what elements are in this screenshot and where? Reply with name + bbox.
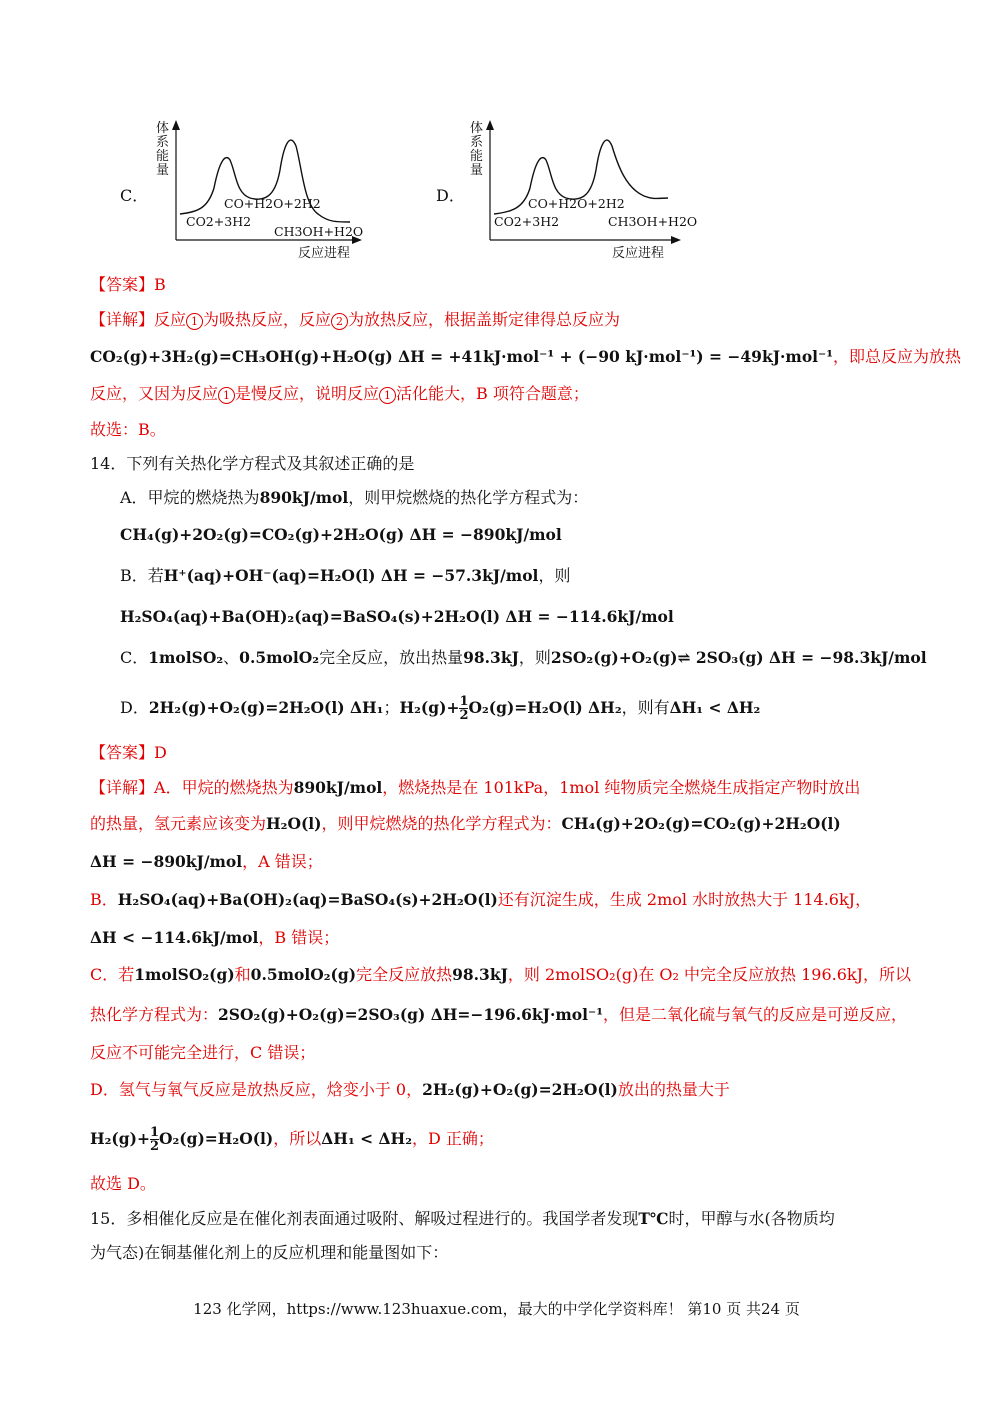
q14-option-c (120, 646, 927, 670)
equation: ΔH = −890kJ/mol (90, 852, 243, 871)
q14-option-a-eq (120, 523, 562, 547)
equation: CO₂(g)+3H₂(g)=CH₃OH(g)+H₂O(g) ΔH = +41kJ·mol⁻¹ + (−90 kJ·mol⁻¹) = −49kJ·mol⁻¹ (90, 347, 834, 366)
products-label-c: CH3OH+H2O (274, 224, 364, 239)
page-footer: 123 化学网，https://www.123huaxue.com，最大的中学化学资料库！ 第10 页 共24 页 (193, 1300, 800, 1318)
equation: H₂(g)+ (90, 1129, 150, 1148)
q13-equation-line (90, 345, 961, 369)
reactants-label-d: CO2+3H2 (494, 214, 560, 229)
answer-value: D (154, 743, 167, 762)
q14-option-b (120, 564, 570, 588)
detail-text: 反应，又因为反应 (90, 384, 219, 403)
q14-detail-c2 (90, 1003, 907, 1027)
reactants-label-c: CO2+3H2 (186, 214, 252, 229)
detail-text: ，D 正确； (411, 1129, 494, 1148)
q13-detail-line3 (90, 382, 589, 406)
detail-text: 和 (234, 965, 251, 984)
axis-x-label-d: 反应进程 (612, 246, 665, 261)
detail-label: 【详解】 (90, 778, 155, 797)
detail-label: 【详解】 (90, 310, 155, 329)
option-text: A．甲烷的燃烧热为 (120, 488, 260, 507)
detail-text: 反应 (154, 310, 187, 329)
q14-detail-a1 (90, 776, 860, 800)
detail-text: ，即总反应为放热 (833, 347, 962, 366)
option-c-diagram (118, 118, 378, 263)
option-text: C． (120, 648, 149, 667)
stem-text: 15．多相催化反应是在催化剂表面通过吸附、解吸过程进行的。我国学者发现 (90, 1209, 639, 1228)
detail-text: ，燃烧热是在 101kPa，1mol 纯物质完全燃烧生成指定产物时放出 (382, 778, 861, 797)
intermediate-label-c: CO+H2O+2H2 (224, 196, 321, 211)
axis-y-label-d: 体系能量 (470, 121, 484, 178)
equation: O₂(g)=H₂O(l) (158, 1129, 274, 1148)
value: 890kJ/mol (259, 488, 349, 507)
detail-text: 还有沉淀生成，生成 2mol 水时放热大于 114.6kJ， (497, 890, 872, 909)
q14-detail-a3 (90, 850, 323, 874)
value: 0.5molO₂(g) (250, 965, 357, 984)
equation: CH₄(g)+2O₂(g)=CO₂(g)+2H₂O(l) (561, 814, 841, 833)
equation: 2SO₂(g)+O₂(g)⇌ 2SO₃(g) ΔH = −98.3kJ/mol (550, 648, 927, 667)
detail-text: 为放热反应，根据盖斯定律得总反应为 (348, 310, 621, 329)
detail-text: B． (90, 890, 118, 909)
circled-number: 1 (379, 387, 396, 404)
q14-choose: 故选 D。 (90, 1174, 156, 1193)
value: 1molSO₂(g) (134, 965, 235, 984)
q14-detail-c1 (90, 963, 911, 987)
q14-detail-d2 (90, 1126, 494, 1153)
detail-text: ，B 错误； (258, 928, 340, 947)
option-text: ，则甲烷燃烧的热化学方程式为： (348, 488, 589, 507)
q14-option-a (120, 486, 588, 510)
circled-number: 2 (331, 313, 348, 330)
q14-detail-b1 (90, 888, 871, 912)
option-text: 、 (223, 648, 240, 667)
equation: H₂SO₄(aq)+Ba(OH)₂(aq)=BaSO₄(s)+2H₂O(l) (117, 890, 498, 909)
q14-answer (90, 741, 167, 765)
answer-label: 【答案】 (90, 743, 155, 762)
detail-text: 完全反应放热 (356, 965, 453, 984)
value: 98.3kJ (452, 965, 508, 984)
intermediate-label-d: CO+H2O+2H2 (528, 196, 625, 211)
equation: 2H₂(g)+O₂(g)=2H₂O(l) (422, 1080, 618, 1099)
value: 0.5molO₂ (239, 648, 320, 667)
detail-text: 热化学方程式为： (90, 1005, 219, 1024)
option-text: ，则有 (621, 698, 670, 717)
detail-text: ，但是二氧化硫与氧气的反应是可逆反应， (602, 1005, 907, 1024)
detail-text: ，则 2molSO₂(g)在 O₂ 中完全反应放热 196.6kJ，所以 (507, 965, 912, 984)
temperature: T℃ (638, 1209, 669, 1228)
axis-y-label-c: 体系能量 (156, 121, 170, 178)
option-text: ； (383, 698, 400, 717)
formula: H₂O(l) (266, 814, 322, 833)
numerator: 1 (459, 694, 469, 709)
option-text: D． (120, 698, 149, 717)
fraction (150, 1126, 159, 1153)
denominator: 2 (459, 708, 469, 723)
equation: ΔH₁ < ΔH₂ (321, 1129, 412, 1148)
q14-stem: 14．下列有关热化学方程式及其叙述正确的是 (90, 454, 415, 473)
equation: 2SO₂(g)+O₂(g)=2SO₃(g) ΔH=−196.6kJ·mol⁻¹ (218, 1005, 603, 1024)
option-text: 完全反应，放出热量 (319, 648, 464, 667)
equation: 2H₂(g)+O₂(g)=2H₂O(l) ΔH₁ (148, 698, 384, 717)
option-text: ，则 (538, 566, 571, 585)
answer-value: B (154, 275, 166, 294)
q15-stem-line1 (90, 1207, 835, 1231)
equation: H₂(g)+ (399, 698, 460, 717)
q14-option-d (120, 695, 760, 722)
axis-x-label-c: 反应进程 (298, 246, 351, 261)
equation: H₂SO₄(aq)+Ba(OH)₂(aq)=BaSO₄(s)+2H₂O(l) ΔH = −114.6kJ/mol (120, 607, 674, 626)
equation: CH₄(g)+2O₂(g)=CO₂(g)+2H₂O(g) ΔH = −890kJ/mol (120, 525, 562, 544)
denominator: 2 (149, 1139, 159, 1154)
detail-text: ，所以 (273, 1129, 322, 1148)
q14-detail-a2 (90, 812, 841, 836)
q14-detail-b2 (90, 926, 339, 950)
option-d-label: D． (436, 186, 465, 205)
circled-number: 1 (186, 313, 203, 330)
circled-number: 1 (218, 387, 235, 404)
equation: ΔH₁ < ΔH₂ (669, 698, 761, 717)
detail-text: D．氢气与氧气反应是放热反应，焓变小于 0， (90, 1080, 423, 1099)
q14-option-b-eq (120, 605, 674, 629)
detail-text: 为吸热反应，反应 (203, 310, 332, 329)
option-text: B．若 (120, 566, 164, 585)
equation: H⁺(aq)+OH⁻(aq)=H₂O(l) ΔH = −57.3kJ/mol (163, 566, 539, 585)
q14-detail-c3: 反应不可能完全进行，C 错误； (90, 1043, 316, 1062)
value: 98.3kJ (463, 648, 519, 667)
q13-choose: 故选：B。 (90, 420, 166, 439)
detail-text: C．若 (90, 965, 135, 984)
detail-text: A．甲烷的燃烧热为 (154, 778, 294, 797)
answer-label: 【答案】 (90, 275, 155, 294)
q13-answer (90, 273, 166, 297)
option-c-label: C． (120, 186, 149, 205)
value: 1molSO₂ (148, 648, 224, 667)
numerator: 1 (149, 1125, 159, 1140)
detail-text: ，则甲烷燃烧的热化学方程式为： (321, 814, 562, 833)
detail-text: 的热量，氢元素应该变为 (90, 814, 267, 833)
detail-text: 放出的热量大于 (617, 1080, 730, 1099)
q13-detail-line1 (90, 308, 620, 332)
value: 890kJ/mol (293, 778, 383, 797)
equation: ΔH < −114.6kJ/mol (90, 928, 259, 947)
option-d-diagram (432, 118, 702, 263)
q15-stem-line2: 为气态)在铜基催化剂上的反应机理和能量图如下： (90, 1243, 449, 1262)
detail-text: 活化能大，B 项符合题意； (396, 384, 589, 403)
q14-detail-d1 (90, 1078, 730, 1102)
detail-text: ，A 错误； (242, 852, 323, 871)
equation: O₂(g)=H₂O(l) ΔH₂ (468, 698, 622, 717)
option-text: ，则 (518, 648, 551, 667)
products-label-d: CH3OH+H2O (608, 214, 698, 229)
stem-text: 时，甲醇与水(各物质均 (668, 1209, 835, 1228)
detail-text: 是慢反应，说明反应 (235, 384, 380, 403)
